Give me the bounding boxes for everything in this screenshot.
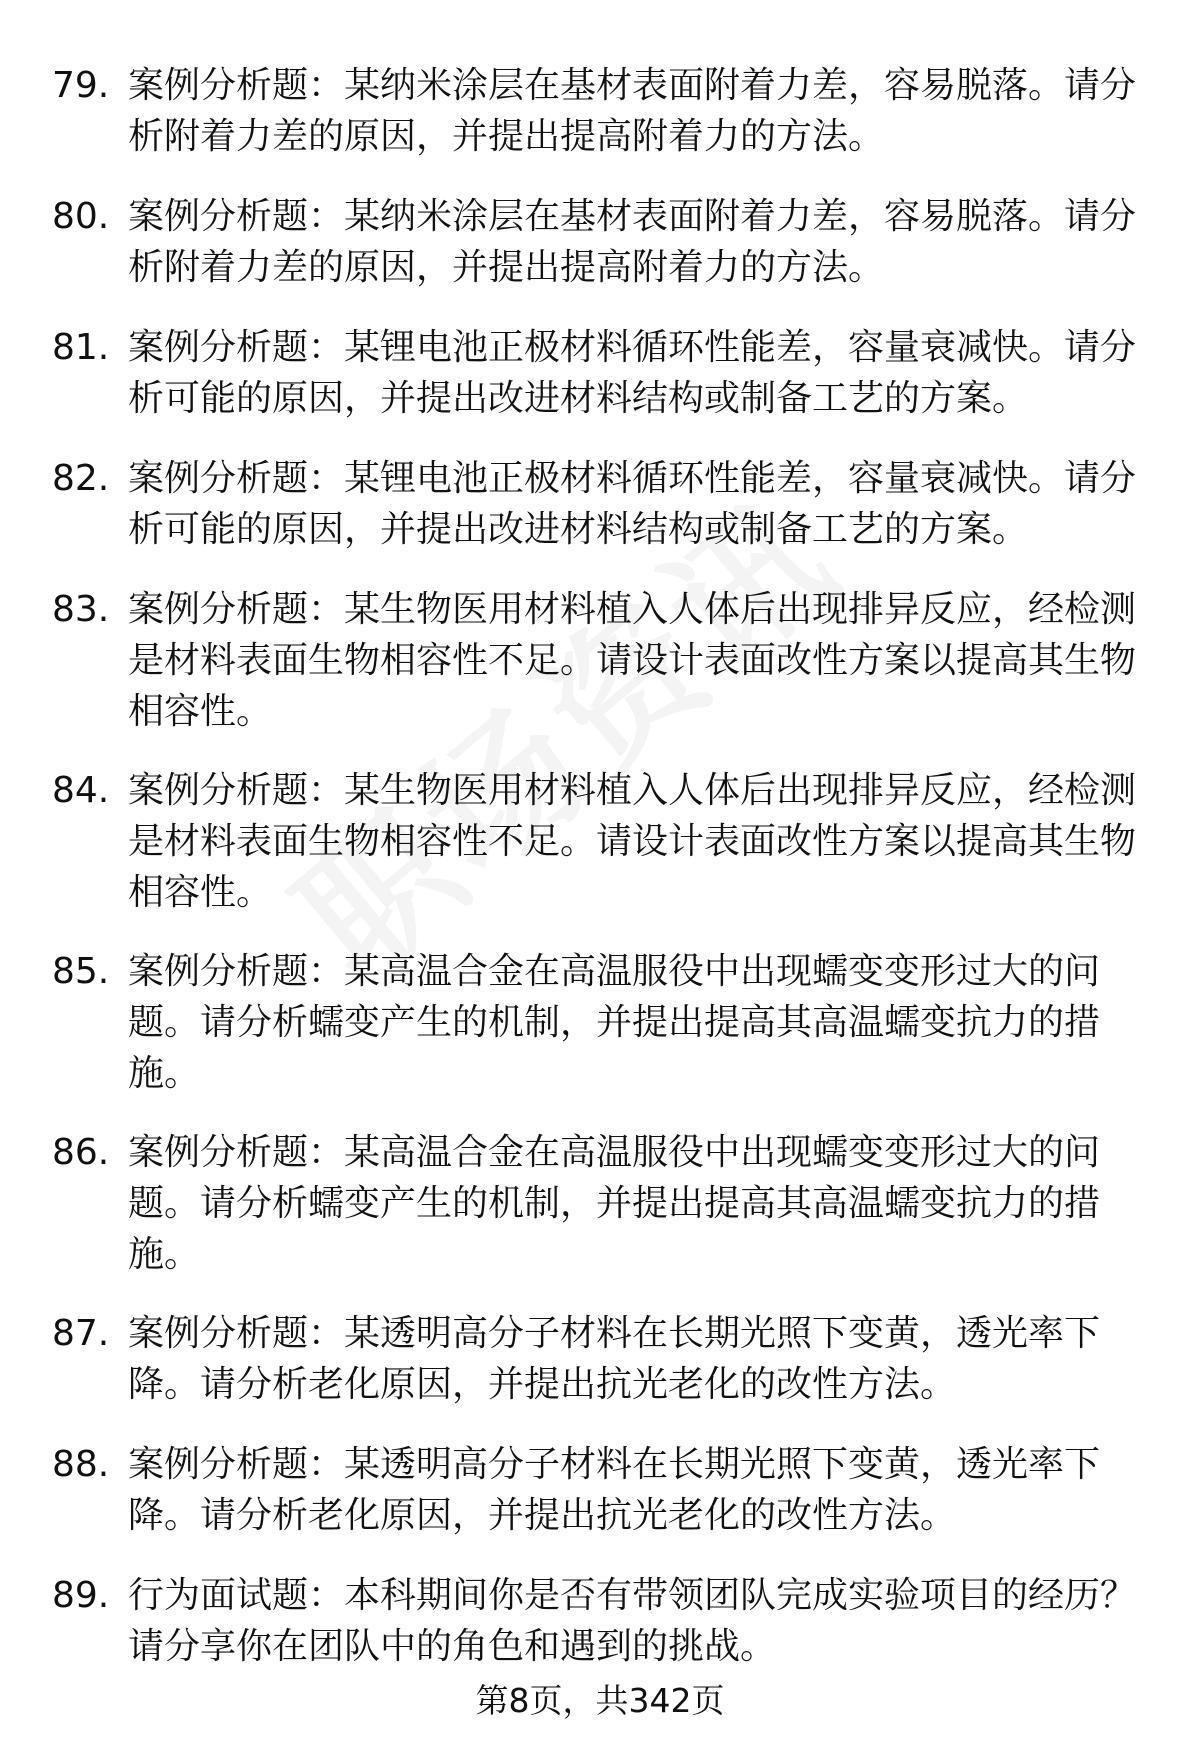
question-item xyxy=(52,60,1142,162)
question-number: 84. xyxy=(52,770,110,811)
question-text: 案例分析题：某纳米涂层在基材表面附着力差，容易脱落。请分析附着力差的原因，并提出提高附着力的方法。 xyxy=(128,65,1137,157)
question-text: 案例分析题：某透明高分子材料在长期光照下变黄，透光率下降。请分析老化原因，并提出抗光老化的改性方法。 xyxy=(128,1444,1101,1536)
question-item xyxy=(52,1308,1142,1410)
question-number: 86. xyxy=(52,1132,110,1173)
question-item xyxy=(52,453,1142,555)
question-text: 案例分析题：某锂电池正极材料循环性能差，容量衰减快。请分析可能的原因，并提出改进材料结构或制备工艺的方案。 xyxy=(128,327,1137,419)
question-text: 案例分析题：某透明高分子材料在长期光照下变黄，透光率下降。请分析老化原因，并提出抗光老化的改性方法。 xyxy=(128,1313,1101,1405)
question-text: 案例分析题：某锂电池正极材料循环性能差，容量衰减快。请分析可能的原因，并提出改进材料结构或制备工艺的方案。 xyxy=(128,458,1137,550)
question-number: 79. xyxy=(52,65,110,106)
question-number: 89. xyxy=(52,1575,110,1616)
question-item xyxy=(52,191,1142,293)
question-text: 案例分析题：某纳米涂层在基材表面附着力差，容易脱落。请分析附着力差的原因，并提出提高附着力的方法。 xyxy=(128,196,1137,288)
question-text: 案例分析题：某高温合金在高温服役中出现蠕变变形过大的问题。请分析蠕变产生的机制，并提出提高其高温蠕变抗力的措施。 xyxy=(128,1132,1101,1275)
question-number: 88. xyxy=(52,1444,110,1485)
question-number: 83. xyxy=(52,589,110,630)
question-number: 82. xyxy=(52,458,110,499)
question-number: 85. xyxy=(52,951,110,992)
question-text: 案例分析题：某生物医用材料植入人体后出现排异反应，经检测是材料表面生物相容性不足。请设计表面改性方案以提高其生物相容性。 xyxy=(128,589,1137,732)
question-number: 80. xyxy=(52,196,110,237)
question-number: 87. xyxy=(52,1313,110,1354)
question-number: 81. xyxy=(52,327,110,368)
question-text: 案例分析题：某生物医用材料植入人体后出现排异反应，经检测是材料表面生物相容性不足。请设计表面改性方案以提高其生物相容性。 xyxy=(128,770,1137,913)
question-item xyxy=(52,765,1142,918)
question-text: 案例分析题：某高温合金在高温服役中出现蠕变变形过大的问题。请分析蠕变产生的机制，并提出提高其高温蠕变抗力的措施。 xyxy=(128,951,1101,1094)
question-item xyxy=(52,1570,1142,1672)
question-item xyxy=(52,584,1142,737)
question-item xyxy=(52,946,1142,1099)
page-number: 第8页，共342页 xyxy=(475,1681,725,1720)
question-item xyxy=(52,322,1142,424)
question-text: 行为面试题：本科期间你是否有带领团队完成实验项目的经历？请分享你在团队中的角色和遇到的挑战。 xyxy=(128,1575,1137,1667)
question-item xyxy=(52,1127,1142,1280)
question-item xyxy=(52,1439,1142,1541)
